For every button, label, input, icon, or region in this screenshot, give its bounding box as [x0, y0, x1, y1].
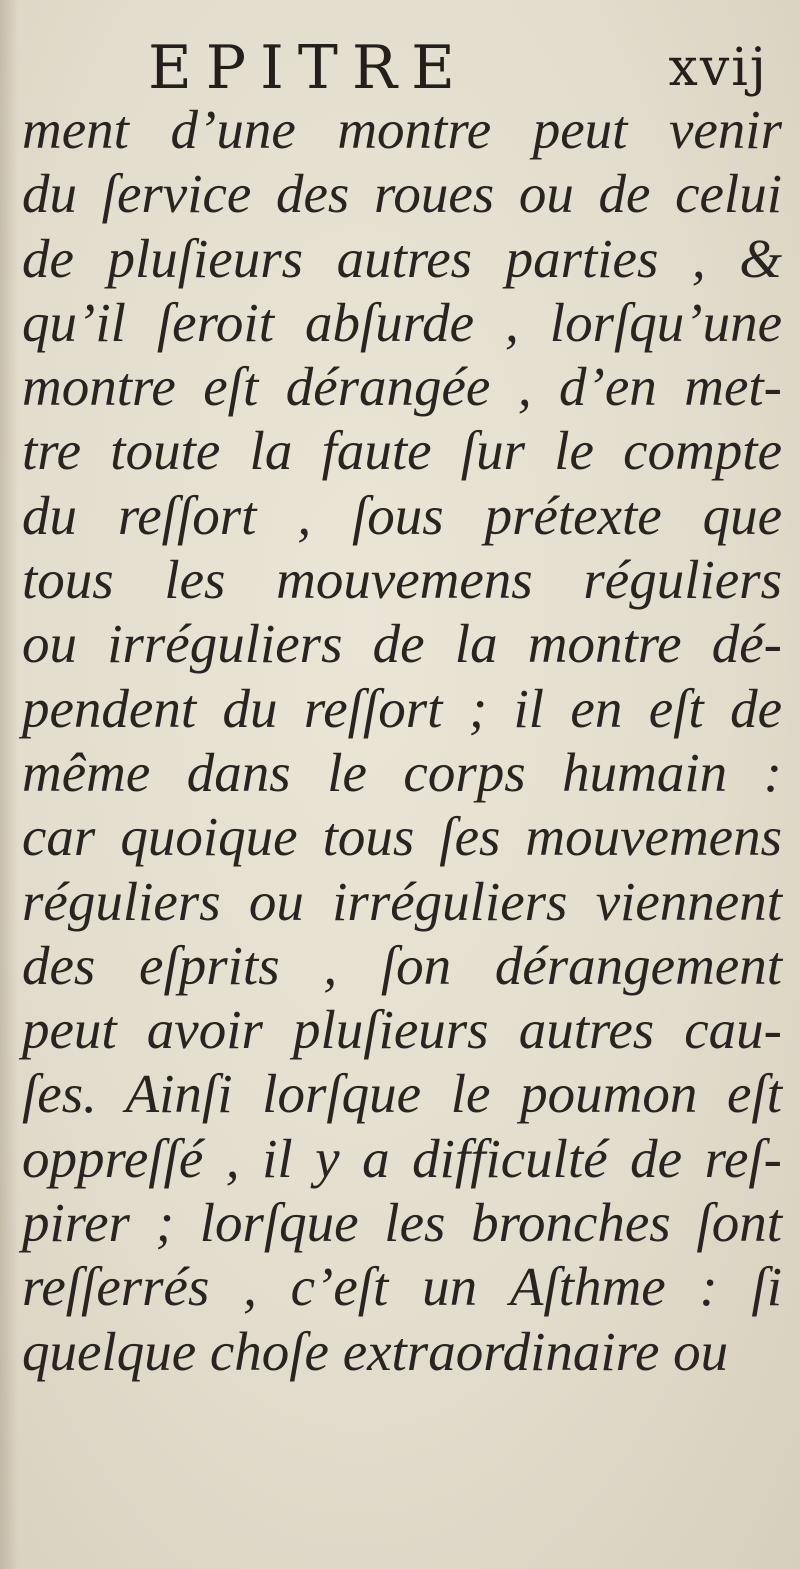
- text-line: tous les mouvemens réguliers: [22, 549, 782, 611]
- body-text: [22, 98, 782, 1384]
- page-number: xvij: [668, 38, 768, 98]
- text-line: peut avoir pluſieurs autres cau-: [22, 999, 782, 1061]
- text-line: ment d’une montre peut venir: [22, 99, 782, 160]
- text-line: oppreſſé , il y a difficulté de reſ-: [22, 1127, 782, 1189]
- text-line: reſſerrés , c’eſt un Aſthme : ſi: [22, 1256, 782, 1318]
- text-line: du reſſort , ſous prétexte que: [22, 484, 782, 546]
- text-line: de pluſieurs autres parties , &: [22, 227, 782, 289]
- running-head: [148, 28, 768, 108]
- running-title: EPITRE: [148, 33, 469, 103]
- text-line: tre toute la faute ſur le compte: [22, 420, 782, 482]
- text-line: même dans le corps humain :: [22, 741, 782, 803]
- text-line: des eſprits , ſon dérangement: [22, 934, 782, 996]
- text-line: montre eſt dérangée , d’en met-: [22, 356, 782, 418]
- text-line: pendent du reſſort ; il en eſt de: [22, 677, 782, 739]
- text-line: réguliers ou irréguliers viennent: [22, 870, 782, 932]
- text-line: du ſervice des roues ou de celui: [22, 163, 782, 225]
- text-line: car quoique tous ſes mouvemens: [22, 806, 782, 868]
- text-line: ou irréguliers de la montre dé-: [22, 613, 782, 675]
- text-line: pirer ; lorſque les bronches ſont: [22, 1192, 782, 1254]
- text-line: ſes. Ainſi lorſque le poumon eſt: [22, 1063, 782, 1125]
- text-line: quelque choſe extraordinaire ou: [22, 1320, 729, 1382]
- text-line: qu’il ſeroit abſurde , lorſqu’une: [22, 291, 782, 353]
